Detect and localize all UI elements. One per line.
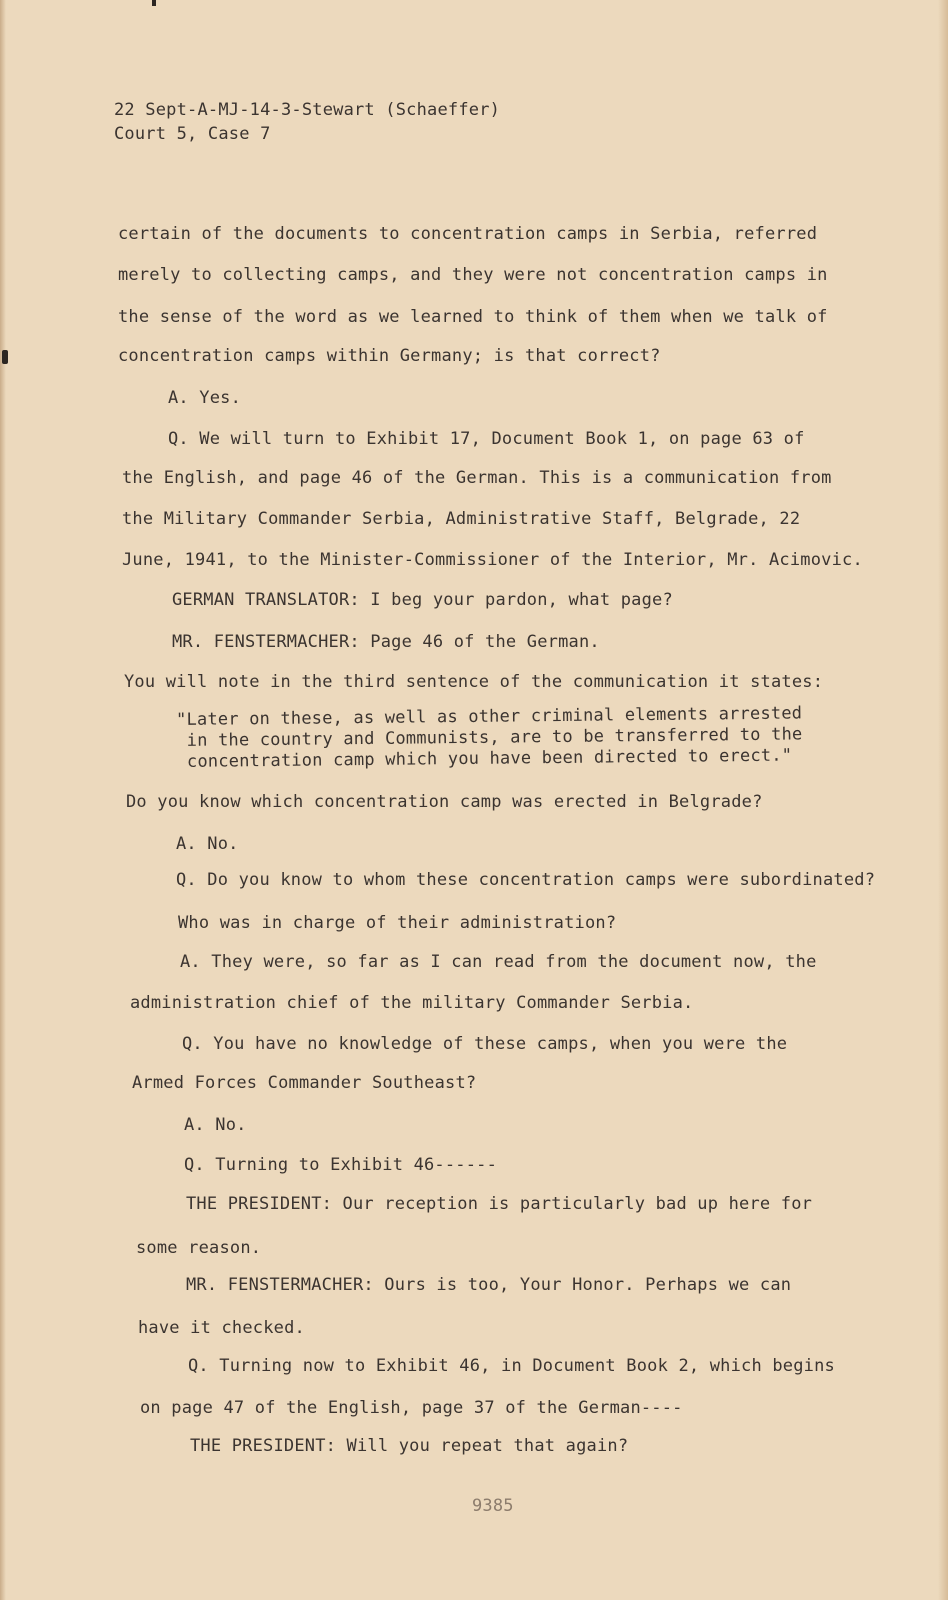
body-line: the sense of the word as we learned to think of them when we talk of: [118, 307, 828, 327]
question-line: Q. We will turn to Exhibit 17, Document Book 1, on page 63 of: [168, 429, 805, 449]
body-line: Who was in charge of their administration?: [178, 913, 617, 933]
speaker-line: MR. FENSTERMACHER: Page 46 of the German.: [172, 632, 600, 652]
body-line: certain of the documents to concentration camps in Serbia, referred: [118, 224, 818, 244]
speaker-line: THE PRESIDENT: Our reception is particularly bad up here for: [186, 1194, 813, 1214]
body-line: on page 47 of the English, page 37 of the German----: [140, 1398, 683, 1418]
question-line: Q. Turning to Exhibit 46------: [184, 1155, 498, 1175]
body-line: Armed Forces Commander Southeast?: [132, 1073, 477, 1093]
body-line: June, 1941, to the Minister-Commissioner of the Interior, Mr. Acimovic.: [122, 550, 863, 570]
page-left-edge: [0, 0, 6, 1600]
speaker-line: MR. FENSTERMACHER: Ours is too, Your Honor. Perhaps we can: [186, 1275, 792, 1295]
body-line: administration chief of the military Commander Serbia.: [130, 993, 694, 1013]
body-line: You will note in the third sentence of the communication it states:: [124, 672, 824, 692]
binding-mark: [2, 350, 8, 364]
translator-line: GERMAN TRANSLATOR: I beg your pardon, what page?: [172, 590, 673, 610]
body-line: the Military Commander Serbia, Administrative Staff, Belgrade, 22: [122, 509, 801, 529]
body-line: some reason.: [136, 1238, 262, 1258]
question-line: Q. Turning now to Exhibit 46, in Document Book 2, which begins: [188, 1356, 835, 1376]
answer-line: A. No.: [176, 834, 239, 854]
question-line: Q. Do you know to whom these concentration camps were subordinated?: [176, 870, 876, 890]
body-line: have it checked.: [138, 1318, 305, 1338]
body-line: the English, and page 46 of the German. This is a communication from: [122, 468, 832, 488]
speaker-line: THE PRESIDENT: Will you repeat that again?: [190, 1436, 629, 1456]
question-line: Q. You have no knowledge of these camps, when you were the: [182, 1034, 788, 1054]
top-mark: [152, 0, 156, 6]
body-line: concentration camps within Germany; is that correct?: [118, 346, 661, 366]
answer-line: A. No.: [184, 1115, 247, 1135]
body-line: merely to collecting camps, and they were not concentration camps in: [118, 265, 828, 285]
page-right-edge: [938, 0, 948, 1600]
page-number: 9385: [472, 1496, 514, 1516]
body-line: Do you know which concentration camp was erected in Belgrade?: [126, 792, 763, 812]
answer-line: A. They were, so far as I can read from the document now, the: [180, 952, 817, 972]
quoted-passage: "Later on these, as well as other criminal elements arrested in the country and Communists, are to be transferred to the concentration camp which you have been directed to erect.": [176, 703, 803, 772]
header-reference: 22 Sept-A-MJ-14-3-Stewart (Schaeffer): [114, 100, 501, 120]
answer-line: A. Yes.: [168, 388, 242, 408]
header-court-case: Court 5, Case 7: [114, 124, 271, 144]
